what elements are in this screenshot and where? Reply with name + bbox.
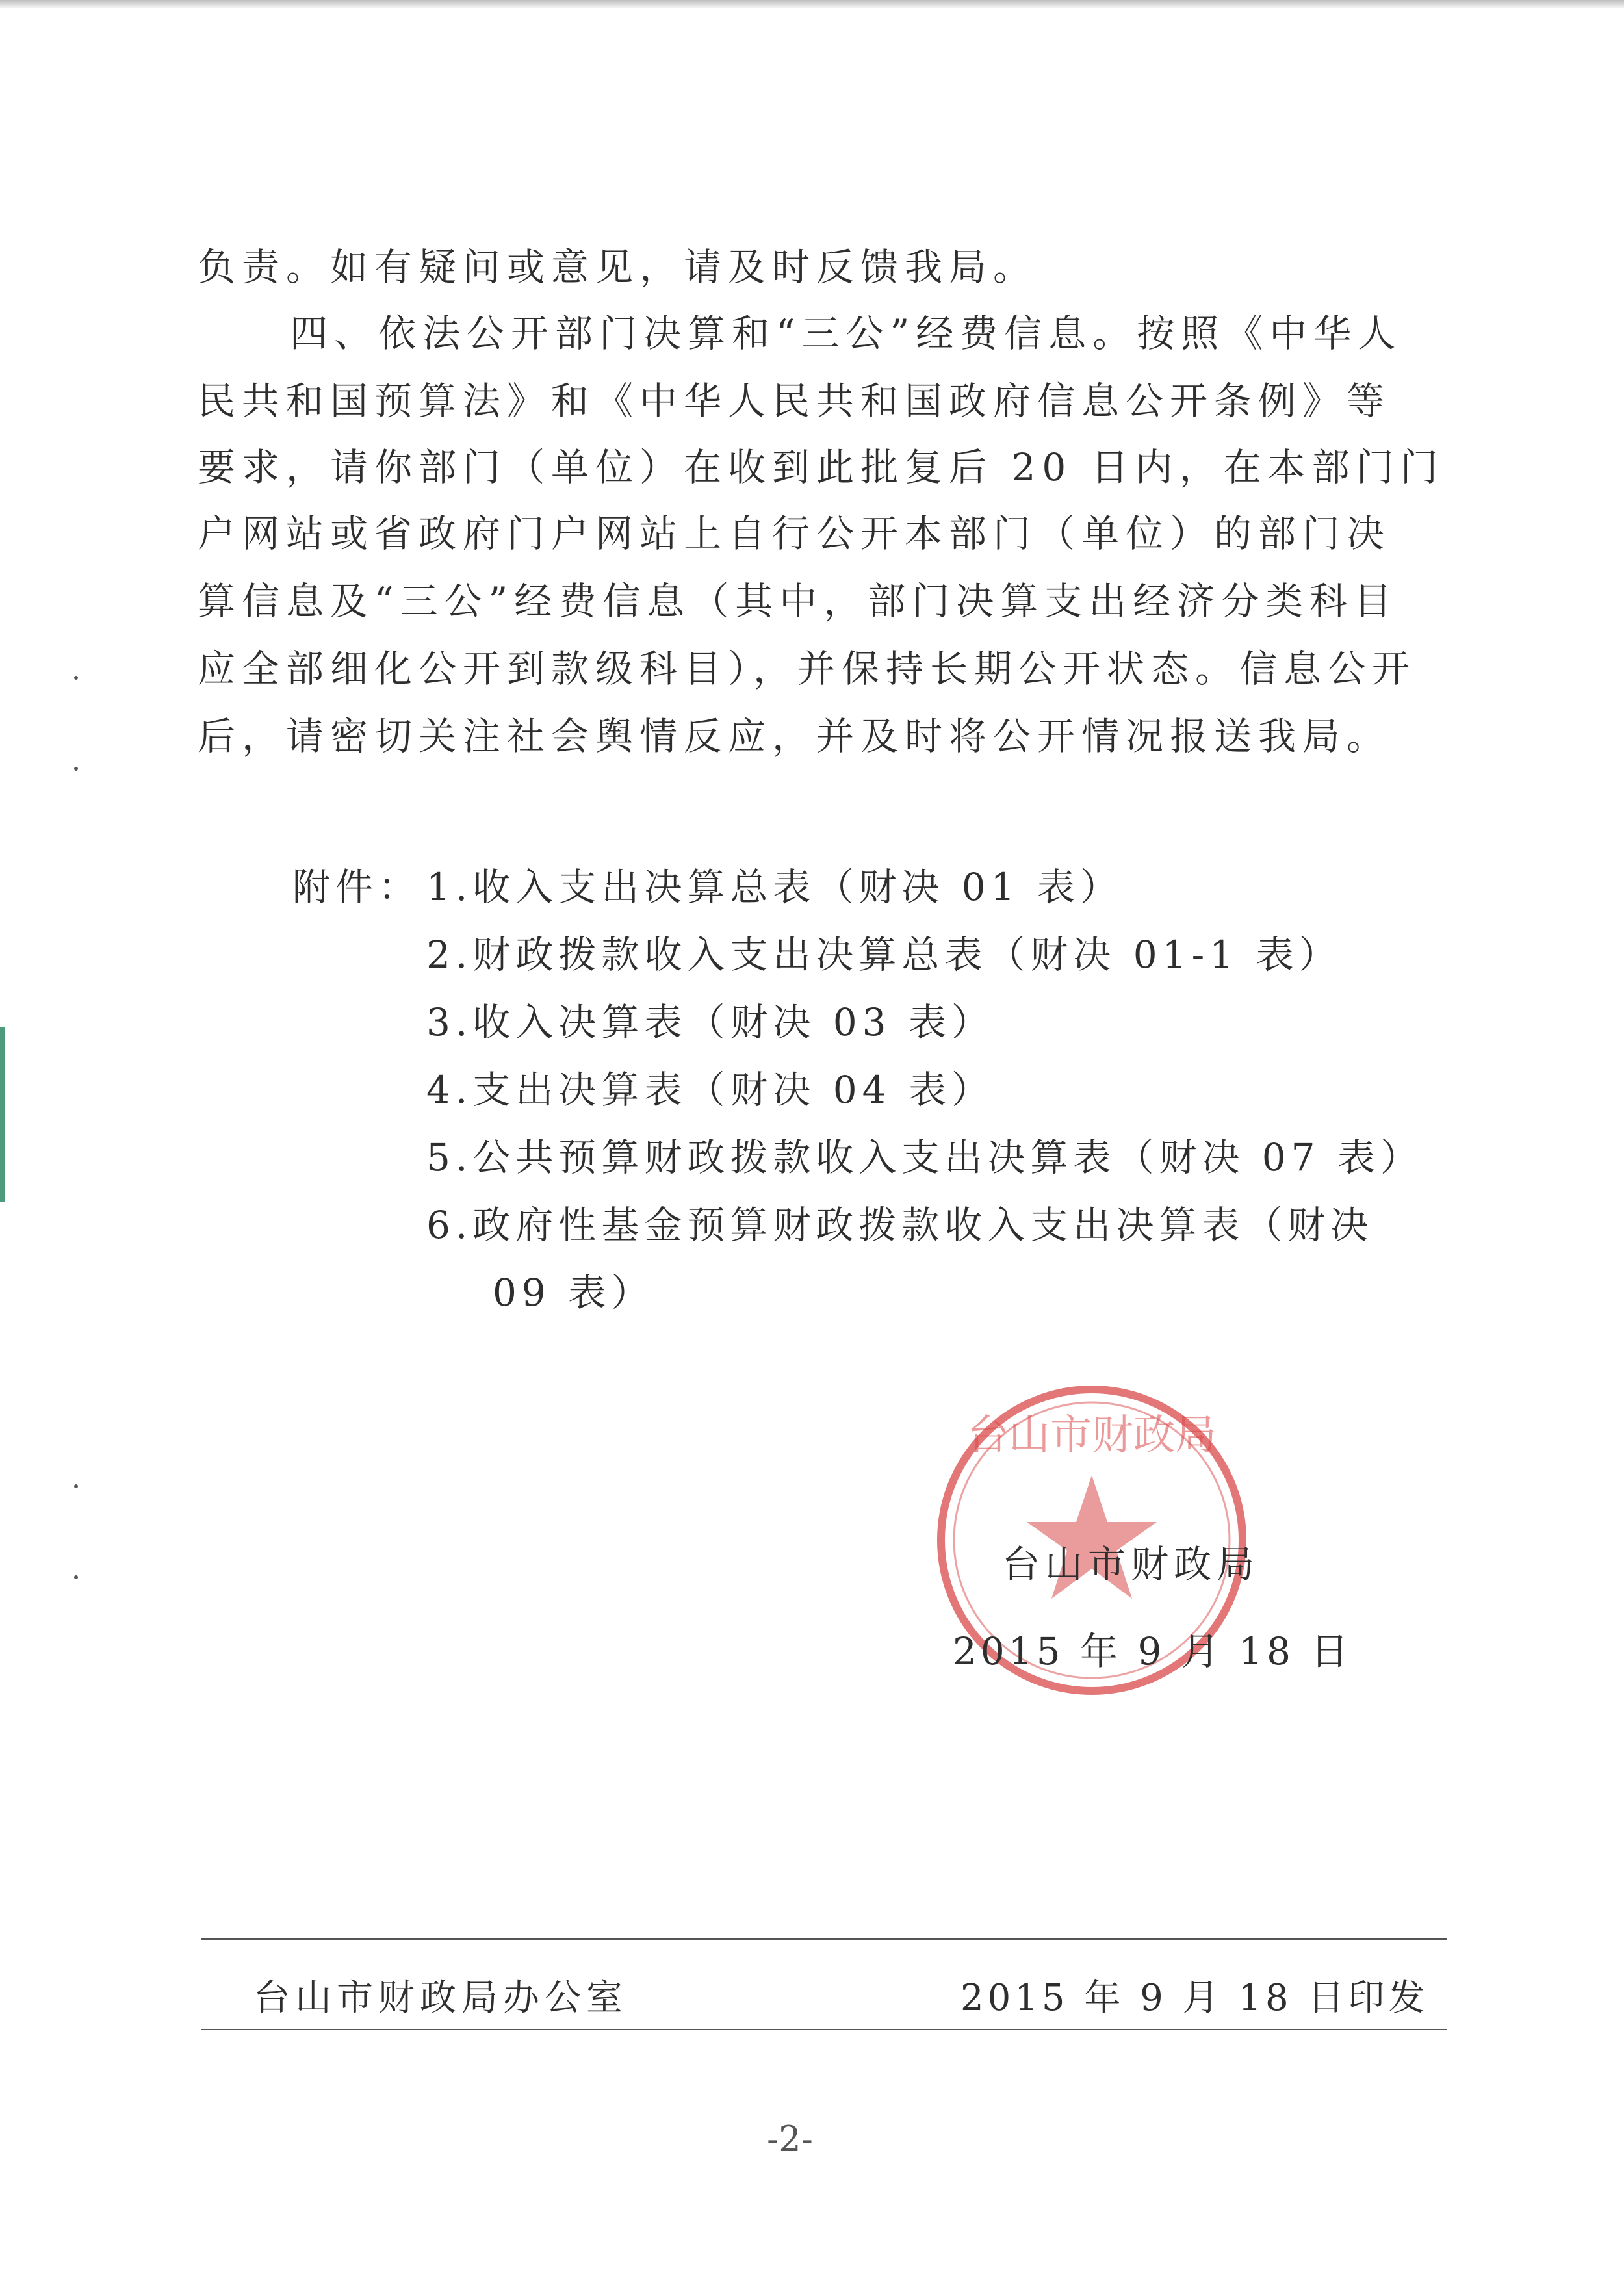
- paragraph-line: 后，请密切关注社会舆情反应，并及时将公开情况报送我局。: [198, 714, 1391, 758]
- paragraph-line: 要求，请你部门（单位）在收到此批复后 20 日内，在本部门门: [198, 445, 1445, 489]
- issuer-name: 台山市财政局: [1002, 1542, 1260, 1586]
- scan-top-edge: [0, 0, 1624, 8]
- attachment-item-continuation: 09 表）: [493, 1270, 654, 1315]
- scan-edge-mark: [0, 1027, 5, 1202]
- attachment-item: 3.收入决算表（财决 03 表）: [426, 1000, 995, 1044]
- attachment-item: 4.支出决算表（财决 04 表）: [426, 1068, 995, 1112]
- attachment-label: 附件：: [292, 865, 422, 909]
- paragraph-line: 应全部细化公开到款级科目），并保持长期公开状态。信息公开: [198, 647, 1417, 691]
- paragraph-line: 四、依法公开部门决算和“三公”经费信息。按照《中华人: [290, 311, 1402, 355]
- attachment-item: 2.财政拨款收入支出决算总表（财决 01-1 表）: [426, 933, 1342, 977]
- page-number: -2-: [767, 2119, 813, 2160]
- scan-dot: [74, 676, 78, 680]
- paragraph-line: 算信息及“三公”经费信息（其中，部门决算支出经济分类科目: [198, 579, 1398, 623]
- scan-dot: [74, 1484, 78, 1488]
- scan-dot: [74, 767, 78, 771]
- issue-date: 2015 年 9 月 18 日: [953, 1629, 1352, 1673]
- scan-dot: [74, 1575, 78, 1579]
- paragraph-line: 民共和国预算法》和《中华人民共和国政府信息公开条例》等: [198, 379, 1391, 423]
- footer-top-rule: [201, 1938, 1447, 1940]
- footer-bottom-rule: [201, 2029, 1447, 2030]
- footer-office: 台山市财政局办公室: [253, 1977, 628, 2019]
- paragraph-line: 户网站或省政府门户网站上自行公开本部门（单位）的部门决: [198, 511, 1391, 556]
- attachment-item: 6.政府性基金预算财政拨款收入支出决算表（财决: [426, 1203, 1374, 1247]
- attachment-item: 5.公共预算财政拨款收入支出决算表（财决 07 表）: [426, 1135, 1424, 1180]
- seal-text: 台山市财政局: [967, 1412, 1217, 1460]
- attachment-item: 1.收入支出决算总表（财决 01 表）: [426, 865, 1124, 909]
- footer-print-date: 2015 年 9 月 18 日印发: [960, 1977, 1429, 2019]
- paragraph-line: 负责。如有疑问或意见，请及时反馈我局。: [198, 245, 1038, 289]
